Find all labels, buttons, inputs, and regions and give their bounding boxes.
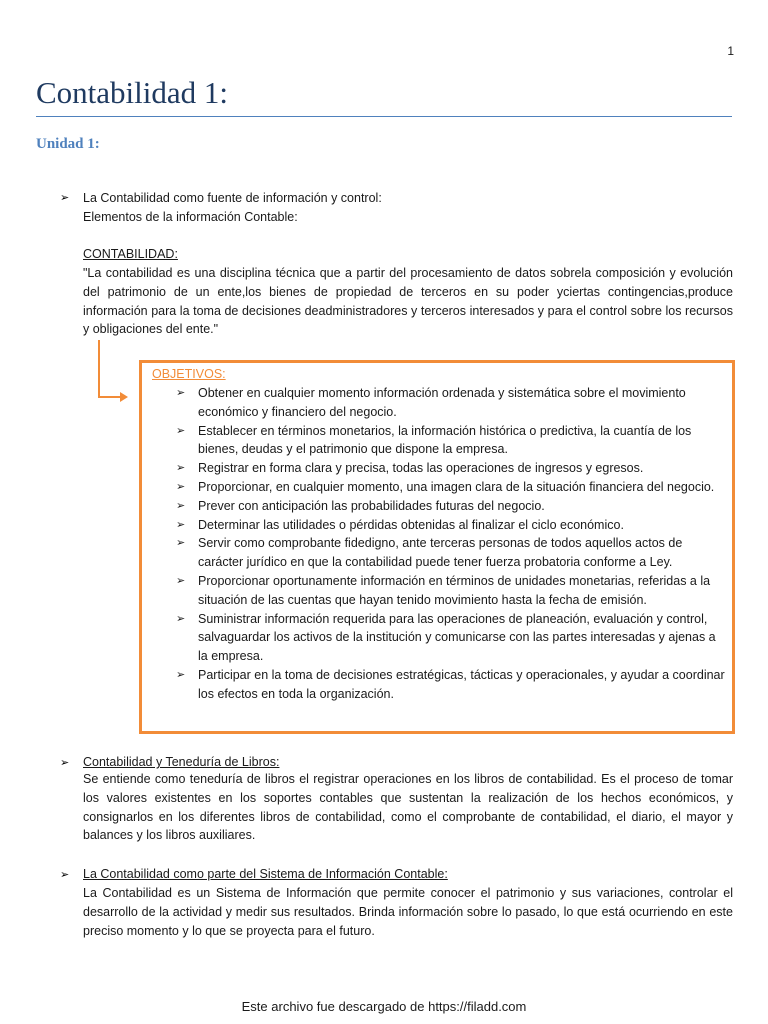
contabilidad-definition: "La contabilidad es una disciplina técnica que a partir del procesamiento de datos sobrela composición y evolución del patrimonio de un ente,los bienes de propiedad de terceros en su poder yciertas contingencias,produce información para la toma de decisiones deadministradores y terceros interesados y para el control sobre los recursos y obligaciones del ente." [83,266,733,337]
connector-horizontal [98,396,122,398]
objective-item: ➢ Establecer en términos monetarios, la información histórica o predictiva, la cuantía de los bienes, deudas y el patrimonio que dispone la empresa. [176,423,692,457]
page-number: 1 [727,44,734,58]
section1-line1: La Contabilidad como fuente de información y control: [83,191,382,205]
arrow-right-bullet-icon: ➢ [60,757,70,769]
objective-item: ➢ Proporcionar, en cualquier momento, una imagen clara de la situación financiera del negocio. [176,478,728,497]
section1-intro [83,189,733,227]
arrow-right-bullet-icon: ➢ [176,480,186,493]
arrow-right-bullet-icon: ➢ [176,462,186,475]
arrow-right-bullet-icon: ➢ [176,574,186,587]
objective-item: ➢ Servir como comprobante fidedigno, ante terceras personas de todos aquellos actos de carácter jurídico en que la contabilidad puede tener fuerza probatoria conforme a Ley. [176,536,683,570]
arrow-right-bullet-icon: ➢ [60,192,70,204]
contabilidad-heading: CONTABILIDAD: [83,247,178,261]
objective-item: ➢ Participar en la toma de decisiones estratégicas, tácticas y operacionales, y ayudar a coordinar los efectos en toda la organización. [176,667,725,701]
connector-arrowhead [120,392,128,402]
arrow-right-bullet-icon: ➢ [176,424,186,437]
objective-item: ➢ Registrar en forma clara y precisa, todas las operaciones de ingresos y egresos. [176,459,728,478]
objective-item: ➢ Obtener en cualquier momento información ordenada y sistemática sobre el movimiento económico y financiero del negocio. [176,386,686,419]
arrow-right-bullet-icon: ➢ [176,387,186,399]
sistema-paragraph: La Contabilidad es un Sistema de Información que permite conocer el patrimonio y sus variaciones, controlar el desarrollo de la actividad y medir sus resultados. Brinda información sobre lo pasado, lo que está ocurriendo en este preciso momento y lo que se proyecta para el futuro. [83,886,733,938]
arrow-right-bullet-icon: ➢ [176,668,186,681]
footer-download-note: Este archivo fue descargado de https://filadd.com [241,999,527,1014]
objectives-title: OBJETIVOS: [152,367,226,381]
arrow-right-bullet-icon: ➢ [176,518,186,531]
document-title: Contabilidad 1: [36,74,732,117]
arrow-right-bullet-icon: ➢ [176,537,186,550]
arrow-right-bullet-icon: ➢ [60,869,70,881]
sistema-heading: La Contabilidad como parte del Sistema de Información Contable: [83,867,448,881]
unit-heading: Unidad 1: [36,136,100,152]
objective-item: ➢ Determinar las utilidades o pérdidas obtenidas al finalizar el ciclo económico. [176,516,728,535]
teneduria-paragraph: Se entiende como teneduría de libros el registrar operaciones en los libros de contabilidad. Es el proceso de tomar los valores existentes en los soportes contables que sustentan la realización de los hechos económicos, y consignarlos en los diferentes libros de contabilidad, como el comprobante de contabilidad, el diario, el mayor y balances y los libros auxiliares. [83,772,733,843]
objective-item: ➢ Suministrar información requerida para las operaciones de planeación, evaluación y control, salvaguardar los activos de la institución y comunicarse con las partes interesadas y ajenas a la empresa. [176,611,716,664]
arrow-right-bullet-icon: ➢ [176,612,186,625]
objective-item: ➢ Proporcionar oportunamente información en términos de unidades monetarias, referidas a la situación de las cuentas que hayan tenido movimiento hasta la fecha de emisión. [176,573,711,607]
objectives-list [176,384,728,704]
objective-item: ➢ Prever con anticipación las probabilidades futuras del negocio. [176,497,728,516]
section1-line2: Elementos de la información Contable: [83,209,298,224]
teneduria-heading: Contabilidad y Teneduría de Libros: [83,755,280,769]
arrow-right-bullet-icon: ➢ [176,499,186,512]
connector-vertical [98,340,100,398]
